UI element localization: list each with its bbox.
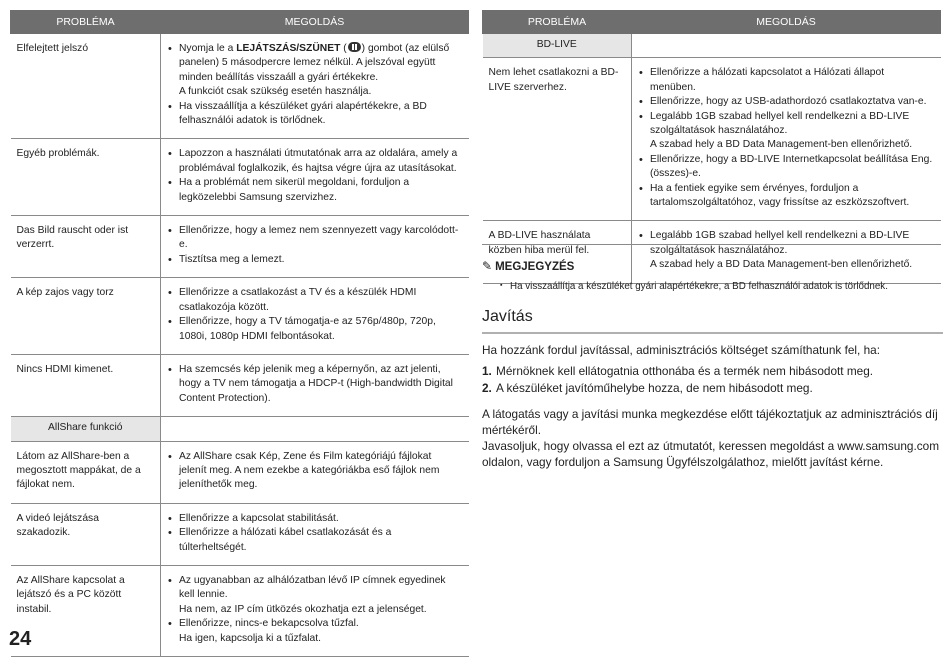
solution-cell bbox=[161, 503, 469, 565]
solution-item: • Ha szemcsés kép jelenik meg a képernyőn, az azt jelenti, hogy a TV nem támogatja a HDCP-t (High-bandwidth Digital Content Protection). bbox=[167, 363, 461, 406]
solution-item: • Legalább 1GB szabad hellyel kell rendelkezni a BD-LIVE szolgáltatások használatához. A szabad hely a BD Data Management-ben ellenőrizhető. bbox=[638, 110, 933, 153]
solution-item: • Ellenőrizze, hogy a lemez nem szennyezett vagy karcolódott-e. bbox=[167, 224, 461, 253]
solution-item: • Ellenőrizze, hogy az USB-adathordozó csatlakoztatva van-e. bbox=[638, 95, 933, 109]
solution-item: • Ellenőrizze, nincs-e bekapcsolva tűzfal. Ha igen, kapcsolja ki a tűzfalat. bbox=[167, 617, 461, 646]
repair-paragraph: Javasoljuk, hogy olvassa el ezt az útmutatót, keressen megoldást a www.samsung.com oldalon, vagy forduljon a Samsung Ügyfélszolgálathoz, mielőtt javítást kérne. bbox=[482, 439, 940, 469]
problem-cell: Nem lehet csatlakozni a BD-LIVE szerverhez. bbox=[483, 58, 632, 221]
problem-header: PROBLÉMA bbox=[11, 11, 161, 34]
problem-cell: Das Bild rauscht oder ist verzerrt. bbox=[11, 216, 161, 278]
table-row bbox=[11, 354, 469, 416]
problem-cell: A kép zajos vagy torz bbox=[11, 278, 161, 355]
repair-section bbox=[482, 308, 943, 470]
problem-cell: A videó lejátszása szakadozik. bbox=[11, 503, 161, 565]
solution-item: • Nyomja le a LEJÁTSZÁS/SZÜNET ( ) gombot (az elülső panelen) 5 másodpercre lemez nélkül. A jelszóval együtt minden beállítás visszaáll a gyári értékekre. A funkciót csak szükség esetén használja. bbox=[167, 42, 461, 100]
solution-item: • Legalább 1GB szabad hellyel kell rendelkezni a BD-LIVE szolgáltatások használatához. A szabad hely a BD Data Management-ben ellenőrizhető. bbox=[638, 229, 933, 272]
solution-cell bbox=[161, 34, 469, 139]
solution-item: • Az AllShare csak Kép, Zene és Film kategóriájú fájlokat jelenít meg. A nem ezekbe a kategóriákba eső fájlok nem jeleníthetők meg. bbox=[167, 450, 461, 493]
section-title: BD-LIVE bbox=[483, 34, 632, 58]
solution-item: • Ellenőrizze a kapcsolat stabilitását. bbox=[167, 512, 461, 526]
solution-cell bbox=[161, 441, 469, 503]
problem-cell: A BD-LIVE használata közben hiba merül fel. bbox=[483, 221, 632, 283]
play-pause-icon bbox=[348, 42, 361, 52]
section-row bbox=[11, 417, 469, 441]
repair-paragraph: A látogatás vagy a javítási munka megkezdése előtt tájékoztatjuk az adminisztrációs díj mértékéről. bbox=[482, 407, 938, 437]
solution-item: • Lapozzon a használati útmutatónak arra az oldalára, amely a problémával foglalkozik, és hajtsa végre újra az utasításokat. bbox=[167, 147, 461, 176]
solution-item: • Ha a fentiek egyike sem érvényes, forduljon a tartalomszolgáltatóhoz, vagy frissítse az eszközszoftvert. bbox=[638, 182, 933, 211]
table-row bbox=[11, 216, 469, 278]
table-row bbox=[11, 34, 469, 139]
solution-cell bbox=[161, 216, 469, 278]
solution-cell bbox=[632, 58, 941, 221]
solution-item: • Ellenőrizze a csatlakozást a TV és a készülék HDMI csatlakozója között. bbox=[167, 286, 461, 315]
problem-cell: Elfelejtett jelszó bbox=[11, 34, 161, 139]
repair-steps bbox=[482, 363, 943, 396]
solution-item: • Ha visszaállítja a készüléket gyári alapértékekre, a BD felhasználói adatok is törlődnek. bbox=[167, 100, 461, 129]
solution-item: • Ellenőrizze, hogy a BD-LIVE Internetkapcsolat beállítása Eng. (összes)-e. bbox=[638, 153, 933, 182]
play-pause-label: LEJÁTSZÁS/SZÜNET bbox=[236, 43, 341, 54]
problem-cell: Az AllShare kapcsolat a lejátszó és a PC között instabil. bbox=[11, 565, 161, 656]
problem-cell: Nincs HDMI kimenet. bbox=[11, 354, 161, 416]
table-row bbox=[11, 503, 469, 565]
page-number: 24 bbox=[9, 628, 32, 650]
table-row bbox=[11, 139, 469, 216]
note-list bbox=[482, 281, 941, 292]
problem-cell: Egyéb problémák. bbox=[11, 139, 161, 216]
solution-item: • Ellenőrizze, hogy a TV támogatja-e az 576p/480p, 720p, 1080i, 1080p HDMI felbontásokat. bbox=[167, 315, 461, 344]
solution-cell bbox=[161, 354, 469, 416]
repair-step: 1. Mérnöknek kell ellátogatnia otthonába és a termék nem hibásodott meg. bbox=[482, 364, 874, 378]
solution-item: • Ha a problémát nem sikerül megoldani, forduljon a legközelebbi Samsung szervizhez. bbox=[167, 176, 461, 205]
table-row bbox=[11, 565, 469, 656]
solution-item: • Ellenőrizze a hálózati kapcsolatot a Hálózati állapot menüben. bbox=[638, 66, 933, 95]
section-heading: Javítás bbox=[482, 308, 943, 334]
repair-intro: Ha hozzánk fordul javítással, adminisztrációs költséget számíthatunk fel, ha: bbox=[482, 343, 881, 357]
problem-header: PROBLÉMA bbox=[483, 11, 632, 34]
note-item: ▪ Ha visszaállítja a készüléket gyári alapértékekre, a BD felhasználói adatok is törlődnek. bbox=[500, 281, 941, 292]
section-title: AllShare funkció bbox=[11, 417, 161, 441]
pencil-icon: ✎ bbox=[482, 259, 493, 273]
solution-cell bbox=[161, 278, 469, 355]
troubleshooting-table-right bbox=[482, 10, 941, 284]
solution-item: • Tisztítsa meg a lemezt. bbox=[167, 253, 461, 267]
solution-cell bbox=[161, 139, 469, 216]
section-row bbox=[483, 34, 941, 58]
table-row bbox=[11, 278, 469, 355]
solution-cell bbox=[161, 565, 469, 656]
table-row bbox=[11, 441, 469, 503]
note-title: ✎ MEGJEGYZÉS bbox=[482, 259, 575, 273]
solution-header: MEGOLDÁS bbox=[632, 11, 941, 34]
solution-item: • Az ugyanabban az alhálózatban lévő IP címnek egyedinek kell lennie. Ha nem, az IP cím ütközés okozhatja ezt a jelenséget. bbox=[167, 574, 461, 617]
repair-step: 2. A készüléket javítóműhelybe hozza, de nem hibásodott meg. bbox=[482, 380, 813, 395]
troubleshooting-table-left bbox=[10, 10, 469, 657]
problem-cell: Látom az AllShare-ben a megosztott mappákat, de a fájlokat nem. bbox=[11, 441, 161, 503]
solution-header: MEGOLDÁS bbox=[161, 11, 469, 34]
table-row bbox=[483, 58, 941, 221]
solution-item: • Ellenőrizze a hálózati kábel csatlakozását és a túlterheltségét. bbox=[167, 526, 461, 555]
note-block bbox=[482, 244, 941, 292]
